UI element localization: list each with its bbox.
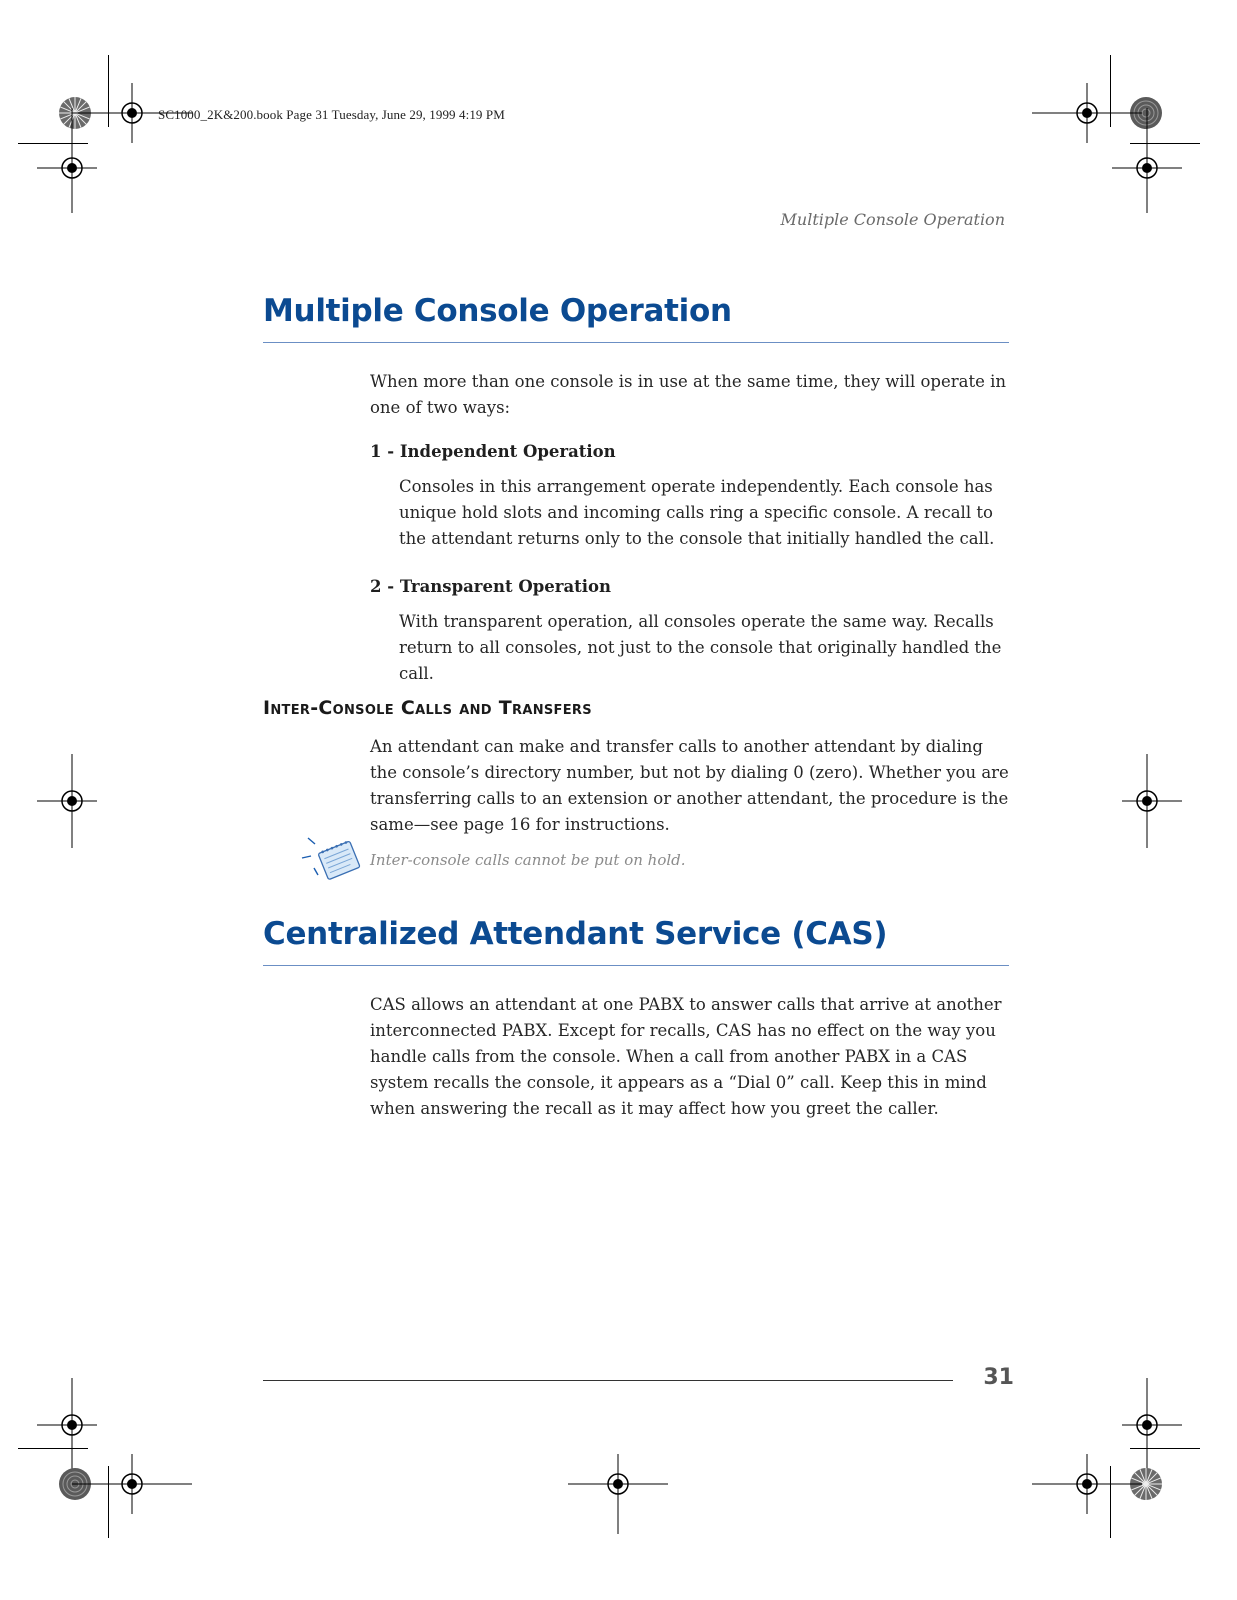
page-number: 31 (983, 1365, 1014, 1390)
footer-rule (263, 1380, 953, 1381)
section-title: Multiple Console Operation (263, 293, 732, 329)
section-title: Centralized Attendant Service (CAS) (263, 916, 888, 952)
running-head: Multiple Console Operation (780, 210, 1005, 229)
note-pad-icon (300, 834, 366, 884)
section-title-rule (263, 342, 1009, 343)
item-heading: 1 - Independent Operation (370, 442, 616, 461)
section-paragraph: CAS allows an attendant at one PABX to answer calls that arrive at another interconnected PABX. Except for recalls, CAS has no effect on the way you handle calls from the console. When a call from another PABX in a CAS system recalls the console, it appears as a “Dial 0” call. Keep this in mind when answering the recall as it may affect how you greet the caller. (370, 995, 1002, 1118)
registration-mark-icon (12, 108, 132, 228)
subsection-paragraph: An attendant can make and transfer calls to another attendant by dialing the console’s directory number, but not by dialing 0 (zero). Whether you are transferring calls to an extension or another attendant, the procedure is the same—see page 16 for instructions. (370, 737, 1009, 834)
registration-mark-icon (1087, 108, 1207, 228)
registration-mark-icon (558, 1424, 678, 1544)
note-text: Inter-console calls cannot be put on hold. (370, 851, 686, 869)
item-heading: 2 - Transparent Operation (370, 577, 612, 596)
item-paragraph: With transparent operation, all consoles operate the same way. Recalls return to all consoles, not just to the console that originally handled the call. (399, 612, 1002, 683)
subsection-title: Inter-Console Calls and Transfers (263, 697, 592, 719)
registration-mark-icon (12, 741, 132, 861)
section-title-rule (263, 965, 1009, 966)
item-paragraph: Consoles in this arrangement operate independently. Each console has unique hold slots and incoming calls ring a specific console. A recall to the attendant returns only to the console that initially handled the call. (399, 477, 995, 548)
print-slug: SC1000_2K&200.book Page 31 Tuesday, June 29, 1999 4:19 PM (158, 107, 505, 122)
intro-paragraph: When more than one console is in use at the same time, they will operate in one of two ways: (370, 372, 1007, 417)
registration-mark-icon (1087, 741, 1207, 861)
registration-mark-icon (72, 1424, 192, 1544)
registration-mark-icon (1027, 1424, 1147, 1544)
